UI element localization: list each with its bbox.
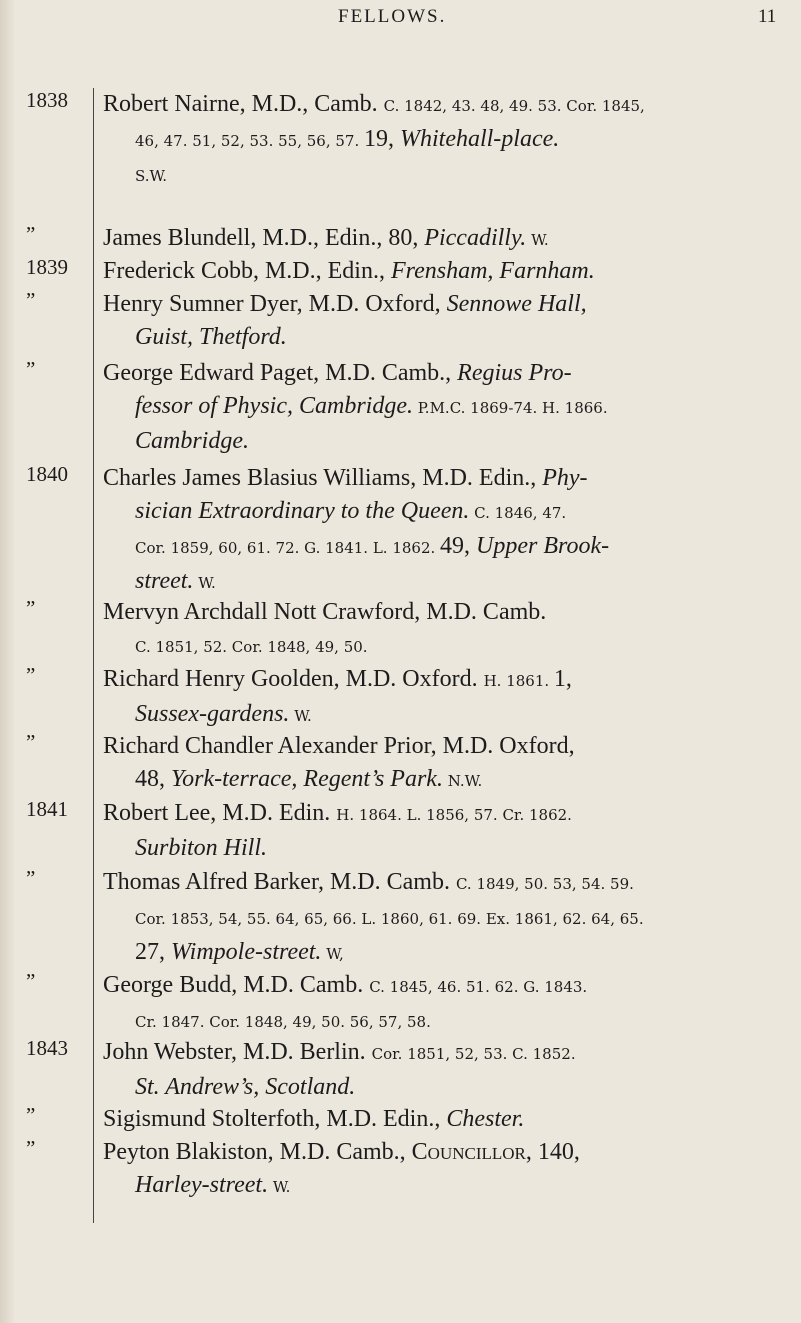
offices-record: Cor. 1851, 52, 53. C. 1852.	[371, 1045, 576, 1063]
address: Piccadilly.	[424, 225, 527, 251]
election-year: 1840	[26, 462, 68, 486]
entry-name-text: Sigismund Stolterfoth, M.D. Edin.,	[103, 1106, 447, 1132]
offices-record: S.W.	[135, 167, 168, 185]
address: fessor of Physic, Cambridge.	[135, 393, 413, 419]
entry-line	[103, 222, 793, 257]
address: Whitehall-place.	[399, 126, 560, 152]
address: Harley-street.	[135, 1172, 269, 1198]
entry-text	[103, 797, 793, 865]
offices-record: Cor. 1859, 60, 61. 72. G. 1841. L. 1862.	[135, 539, 441, 557]
entry-text	[103, 1036, 793, 1104]
address: Frensham, Farnham.	[390, 258, 595, 284]
entry-line	[103, 158, 793, 193]
address: Chester.	[446, 1106, 525, 1132]
offices-record: W.	[193, 574, 216, 592]
entry-line	[103, 425, 793, 458]
entry-name-text: Henry Sumner Dyer, M.D. Oxford,	[103, 291, 447, 317]
election-year: ”	[26, 866, 36, 890]
entry-line	[103, 866, 793, 901]
election-year: ”	[26, 730, 36, 754]
election-year: 1841	[26, 797, 68, 821]
entry-name-text: Thomas Alfred Barker, M.D. Camb.	[103, 869, 456, 895]
entry-text	[103, 357, 793, 458]
election-year: ”	[26, 357, 36, 381]
entry-name-text: Charles James Blasius Williams, M.D. Edin.,	[103, 465, 543, 491]
entry-line	[103, 288, 793, 321]
entry-name-text: , 140,	[525, 1139, 580, 1165]
election-year: ”	[26, 288, 36, 312]
entry-text	[103, 288, 793, 354]
election-year: 1838	[26, 88, 68, 112]
entry-line	[103, 1071, 793, 1104]
address: Phy-	[542, 465, 588, 491]
offices-record: C. 1851, 52. Cor. 1848, 49, 50.	[135, 638, 368, 656]
entry-line	[103, 901, 793, 936]
entry-line	[103, 763, 793, 798]
entry-line	[103, 936, 793, 971]
election-year: ”	[26, 596, 36, 620]
page-edge	[0, 0, 14, 1323]
entry-name-text: 27,	[135, 939, 171, 965]
entry-line	[103, 390, 793, 425]
entry-name-text: 1,	[553, 666, 572, 692]
entry-name-text: Mervyn Archdall Nott Crawford, M.D. Camb.	[103, 599, 547, 625]
address: Sennowe Hall,	[446, 291, 587, 317]
offices-record: H. 1864. L. 1856, 57. Cr. 1862.	[336, 806, 572, 824]
column-rule	[93, 88, 94, 1223]
entry-name-text: John Webster, M.D. Berlin.	[103, 1039, 372, 1065]
entry-text	[103, 222, 793, 257]
entry-line	[103, 357, 793, 390]
election-year: ”	[26, 969, 36, 993]
entry-text	[103, 730, 793, 798]
address: Surbiton Hill.	[135, 835, 268, 861]
election-year: 1843	[26, 1036, 68, 1060]
entry-name-text: Richard Henry Goolden, M.D. Oxford.	[103, 666, 484, 692]
entry-name-text: George Edward Paget, M.D. Camb.,	[103, 360, 458, 386]
offices-record: W.	[526, 231, 549, 249]
entry-text	[103, 88, 793, 193]
address: Sussex-gardens.	[135, 701, 290, 727]
entry-line	[103, 462, 793, 495]
address: Upper Brook-	[476, 533, 610, 559]
entry-line	[103, 797, 793, 832]
entry-line	[103, 255, 793, 288]
election-year: ”	[26, 1136, 36, 1160]
entry-text	[103, 663, 793, 733]
offices-record: 46, 47. 51, 52, 53. 55, 56, 57.	[135, 132, 364, 150]
address: York-terrace, Regent’s Park.	[171, 766, 443, 792]
entry-line	[103, 530, 793, 565]
entry-text	[103, 462, 793, 600]
entry-name-text: Richard Chandler Alexander Prior, M.D. Oxford,	[103, 733, 575, 759]
offices-record: W.	[289, 707, 312, 725]
offices-record: Cr. 1847. Cor. 1848, 49, 50. 56, 57, 58.	[135, 1013, 431, 1031]
offices-record: Cor. 1853, 54, 55. 64, 65, 66. L. 1860, 61. 69. Ex. 1861, 62. 64, 65.	[135, 910, 644, 928]
entry-text	[103, 1136, 793, 1204]
offices-record: W,	[321, 945, 344, 963]
entry-text	[103, 596, 793, 664]
entry-line	[103, 629, 793, 664]
entry-line	[103, 663, 793, 698]
offices-record: P.M.C. 1869-74. H. 1866.	[412, 399, 608, 417]
offices-record: C. 1846, 47.	[469, 504, 567, 522]
entry-line	[103, 596, 793, 629]
page-number: 11	[758, 6, 777, 27]
entry-line	[103, 969, 793, 1004]
office-title: Councillor	[411, 1139, 526, 1165]
entry-text	[103, 969, 793, 1039]
offices-record: C. 1842, 43. 48, 49. 53. Cor. 1845,	[383, 97, 645, 115]
offices-record: C. 1849, 50. 53, 54. 59.	[455, 875, 634, 893]
entry-line	[103, 1169, 793, 1204]
address: St. Andrew’s, Scotland.	[135, 1074, 356, 1100]
offices-record: N.W.	[442, 772, 483, 790]
entry-name-text: 49,	[440, 533, 477, 559]
election-year: 1839	[26, 255, 68, 279]
entry-text	[103, 255, 793, 288]
entry-name-text: George Budd, M.D. Camb.	[103, 972, 370, 998]
entry-line	[103, 321, 793, 354]
entry-name-text: 48,	[135, 766, 171, 792]
address: Cambridge.	[135, 428, 249, 454]
address: Regius Pro-	[457, 360, 572, 386]
entry-line	[103, 730, 793, 763]
entry-text	[103, 866, 793, 971]
entry-line	[103, 698, 793, 733]
entry-name-text: Robert Nairne, M.D., Camb.	[103, 91, 384, 117]
entry-name-text: Frederick Cobb, M.D., Edin.,	[103, 258, 391, 284]
offices-record: C. 1845, 46. 51. 62. G. 1843.	[369, 978, 588, 996]
entry-name-text: Peyton Blakiston, M.D. Camb.,	[103, 1139, 412, 1165]
election-year: ”	[26, 1103, 36, 1127]
page-header	[0, 6, 801, 36]
entry-text	[103, 1103, 793, 1136]
address: Wimpole-street.	[171, 939, 322, 965]
election-year: ”	[26, 663, 36, 687]
entry-name-text: Robert Lee, M.D. Edin.	[103, 800, 337, 826]
entry-line	[103, 1103, 793, 1136]
entry-line	[103, 1136, 793, 1169]
offices-record: H. 1861.	[483, 672, 554, 690]
entry-name-text: 19,	[363, 126, 400, 152]
entry-line	[103, 565, 793, 600]
entry-line	[103, 832, 793, 865]
entry-line	[103, 1004, 793, 1039]
running-head: FELLOWS.	[338, 6, 447, 27]
entry-line	[103, 123, 793, 158]
entry-line	[103, 88, 793, 123]
entry-name-text: James Blundell, M.D., Edin., 80,	[103, 225, 425, 251]
entry-line	[103, 1036, 793, 1071]
address: sician Extraordinary to the Queen.	[135, 498, 470, 524]
address: Guist, Thetford.	[135, 324, 287, 350]
election-year: ”	[26, 222, 36, 246]
offices-record: W.	[268, 1178, 291, 1196]
entry-line	[103, 495, 793, 530]
address: street.	[135, 568, 194, 594]
